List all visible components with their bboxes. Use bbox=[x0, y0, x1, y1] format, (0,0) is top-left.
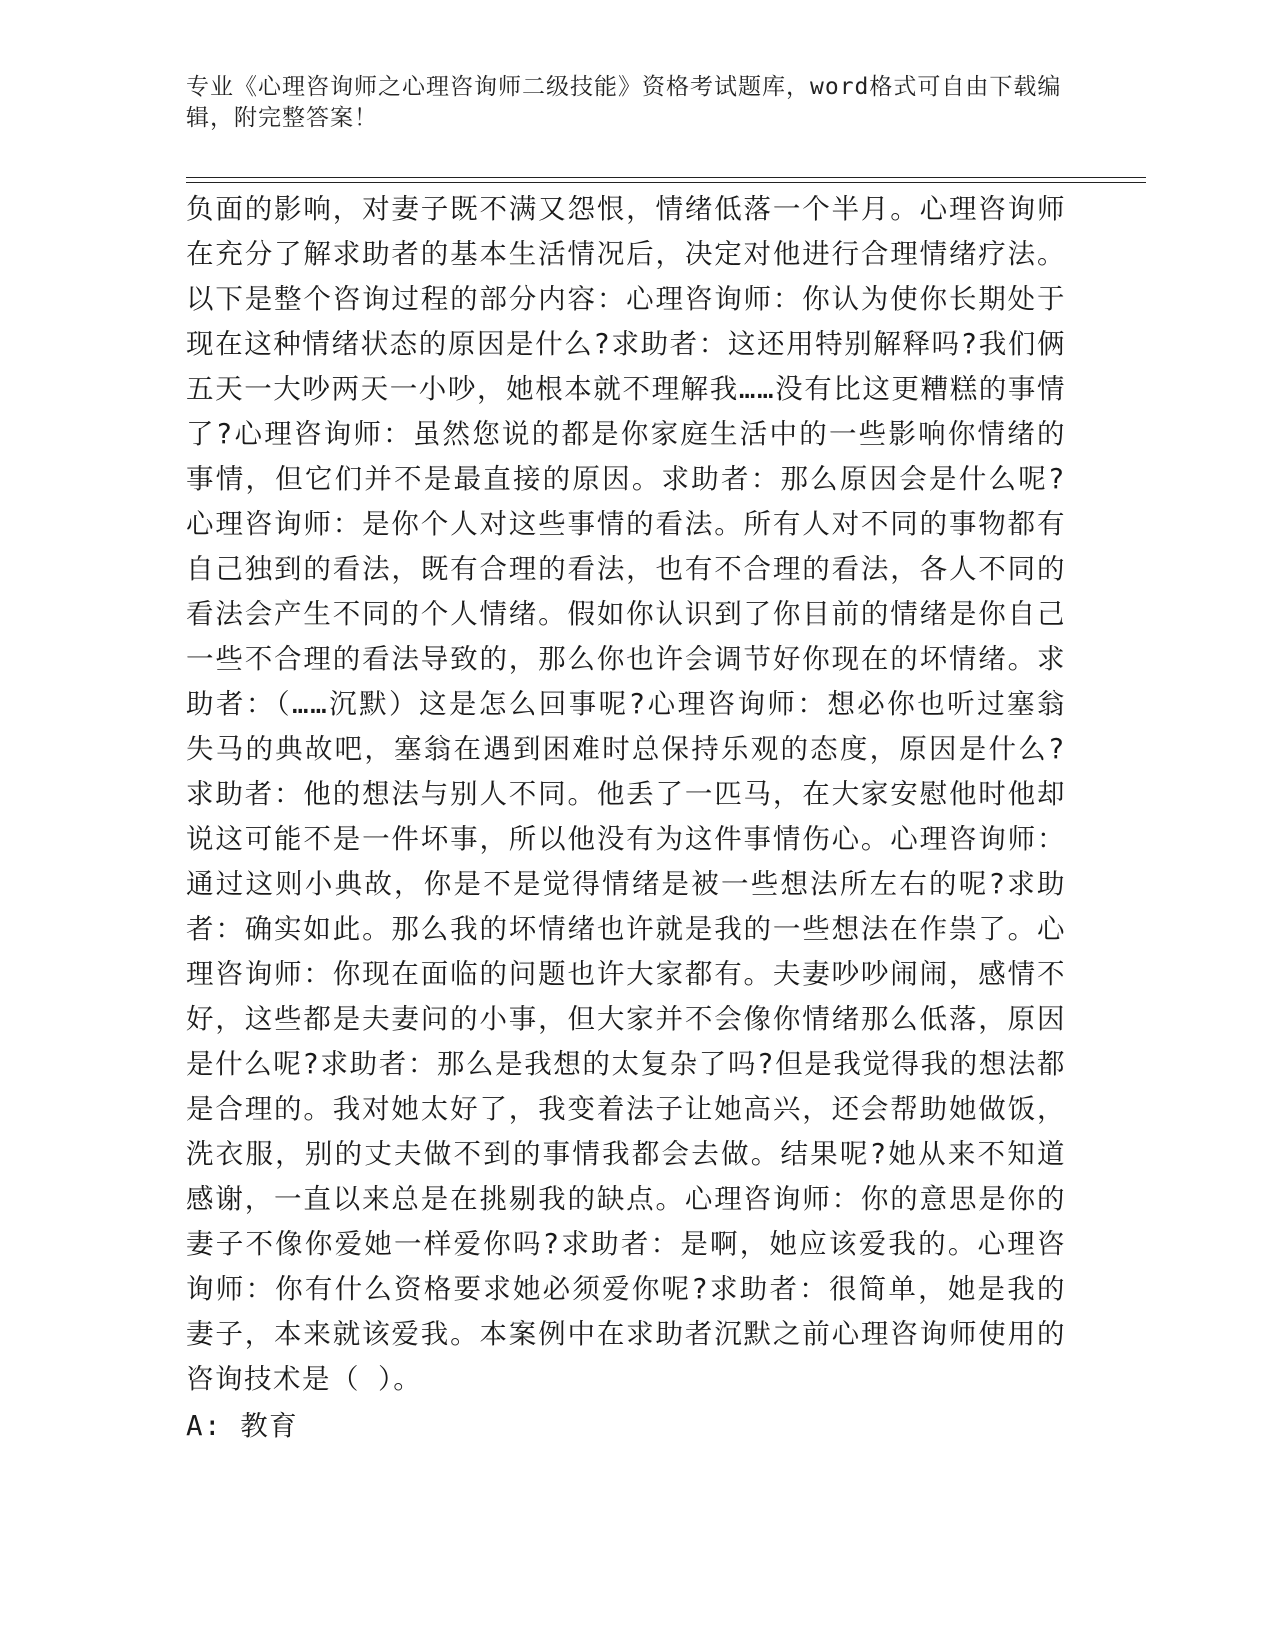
answer-option-a bbox=[186, 1404, 298, 1449]
header-divider-bottom bbox=[186, 182, 1146, 183]
option-label: A: bbox=[186, 1410, 223, 1442]
page-header: 专业《心理咨询师之心理咨询师二级技能》资格考试题库，word格式可自由下载编辑，附完整答案！ bbox=[186, 74, 1062, 131]
option-text: 教育 bbox=[240, 1410, 299, 1442]
question-passage: 负面的影响，对妻子既不满又怨恨，情绪低落一个半月。心理咨询师在充分了解求助者的基本生活情况后，决定对他进行合理情绪疗法。以下是整个咨询过程的部分内容：心理咨询师：你认为使你长期处于现在这种情绪状态的原因是什么?求助者：这还用特别解释吗?我们俩五天一大吵两天一小吵，她根本就不理解我……没有比这更糟糕的事情了?心理咨询师：虽然您说的都是你家庭生活中的一些影响你情绪的事情，但它们并不是最直接的原因。求助者：那么原因会是什么呢?心理咨询师：是你个人对这些事情的看法。所有人对不同的事物都有自己独到的看法，既有合理的看法，也有不合理的看法，各人不同的看法会产生不同的个人情绪。假如你认识到了你目前的情绪是你自己一些不合理的看法导致的，那么你也许会调节好你现在的坏情绪。求助者：（……沉默）这是怎么回事呢?心理咨询师：想必你也听过塞翁失马的典故吧，塞翁在遇到困难时总保持乐观的态度，原因是什么?求助者：他的想法与别人不同。他丢了一匹马，在大家安慰他时他却说这可能不是一件坏事，所以他没有为这件事情伤心。心理咨询师：通过这则小典故，你是不是觉得情绪是被一些想法所左右的呢?求助者：确实如此。那么我的坏情绪也许就是我的一些想法在作祟了。心理咨询师：你现在面临的问题也许大家都有。夫妻吵吵闹闹，感情不好，这些都是夫妻问的小事，但大家并不会像你情绪那么低落，原因是什么呢?求助者：那么是我想的太复杂了吗?但是我觉得我的想法都是合理的。我对她太好了，我变着法子让她高兴，还会帮助她做饭，洗衣服，别的丈夫做不到的事情我都会去做。结果呢?她从来不知道感谢，一直以来总是在挑剔我的缺点。心理咨询师：你的意思是你的妻子不像你爱她一样爱你吗?求助者：是啊，她应该爱我的。心理咨询师：你有什么资格要求她必须爱你呢?求助者：很简单，她是我的妻子，本来就该爱我。本案例中在求助者沉默之前心理咨询师使用的咨询技术是（ ）。 bbox=[186, 193, 1066, 1395]
header-divider-top bbox=[186, 177, 1146, 178]
